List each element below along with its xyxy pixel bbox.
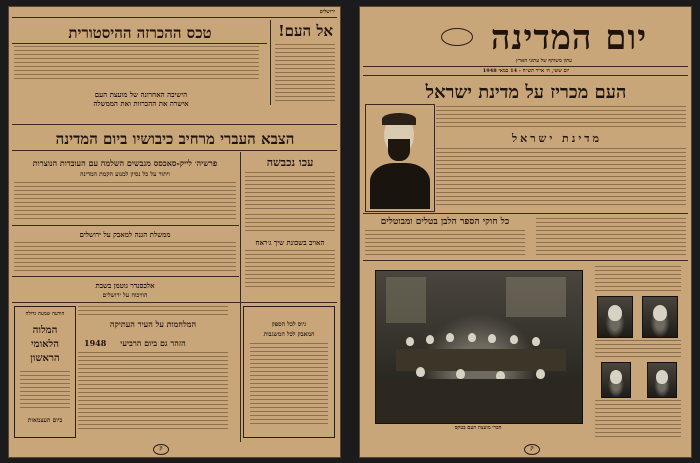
- loan-ad-line-3: הראשון: [30, 353, 60, 364]
- header-9: הזהר גם ביום הרביעי: [120, 338, 186, 348]
- top-line: ירושלים: [319, 9, 335, 15]
- masthead: יום המדינה: [490, 18, 648, 58]
- header-7: הוויכוח על ירושלים: [102, 292, 148, 299]
- side-headline: כל חוקי הספר הלבן בטלים ומבוטלים: [380, 217, 510, 227]
- group-photo: [375, 270, 583, 424]
- photo-caption: חברי מועצת העם בטקס: [454, 425, 502, 431]
- main-headline: העם מכריז על מדינת ישראל: [425, 82, 627, 103]
- right-newspaper-page: [359, 6, 692, 458]
- header-3b: ויתור על כל נסיון למנוע הקמת המדינה: [80, 171, 170, 178]
- small-portrait-2: [642, 296, 678, 338]
- small-portrait-4: [647, 362, 677, 398]
- call-out: אל העם!: [278, 22, 333, 40]
- header-6: אלכסנדר גוטמן בשבת: [95, 281, 155, 290]
- sub-line: מדינת ישראל: [511, 132, 603, 145]
- library-stamp: ק: [153, 444, 169, 455]
- header-3: פרשיה׳ לייק-סאכסס מגבשים השלמה עם העובדות הנוצרות: [32, 158, 218, 168]
- mobilization-box: [243, 306, 335, 438]
- small-portrait-3: [601, 362, 631, 398]
- portrait-photo: [365, 104, 435, 212]
- header-5: האויב בשכונת שיך ג׳ראח: [255, 238, 325, 247]
- library-stamp-bottom: ק: [524, 444, 540, 455]
- small-portrait-1: [597, 296, 633, 338]
- mobilization-line-2: המאבק לכל המשגבות: [263, 331, 315, 338]
- loan-ad-title: הודעה שמעת גדולה: [25, 311, 65, 317]
- loan-ad-line-1: המלוה: [32, 325, 58, 336]
- big-header: הצבא העברי מרחיב כיבושיו ביום המדינה: [55, 130, 295, 148]
- side-header: עכו נכבשה: [266, 156, 314, 169]
- sub-header-2: אישרה את ההכרזות ואת הממשלה: [93, 99, 189, 108]
- mobilization-line-1: גיוס לכל הספק: [271, 321, 307, 328]
- loan-ad-box: [14, 306, 76, 438]
- main-header: טכס ההכרזה ההיסטורית: [68, 24, 212, 42]
- date-line: יום ששי, ה׳ אייר תש״ח - 14 במאי 1948: [482, 68, 570, 74]
- left-newspaper-page: [8, 6, 341, 458]
- sub-header-1: הישיבה האחרונה של מועצת העם: [94, 90, 188, 99]
- header-4: ממשלת הגנה למאבק על ירושלים: [79, 230, 171, 239]
- year-label: 1948: [84, 338, 107, 348]
- loan-ad-footer: ביום העצמאות: [27, 417, 63, 424]
- loan-ad-line-2: הלאומי: [31, 339, 59, 350]
- library-stamp-top: [441, 28, 473, 46]
- header-8: המלחמות על העיר העתיקה: [109, 319, 197, 329]
- masthead-small: עתון משותף של עתוני הארץ: [516, 58, 572, 64]
